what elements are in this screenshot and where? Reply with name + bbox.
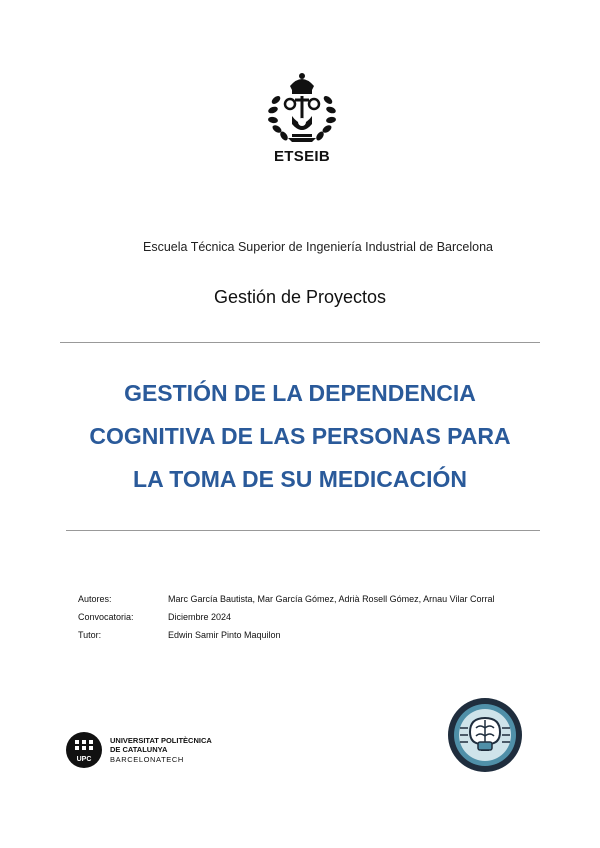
upc-logo <box>66 732 212 768</box>
title-line: GESTIÓN DE LA DEPENDENCIA <box>124 380 476 406</box>
document-title <box>50 372 550 501</box>
upc-line-3: BARCELONATECH <box>110 754 184 764</box>
course-name: Gestión de Proyectos <box>213 287 387 307</box>
upc-badge-text: UPC <box>76 756 92 763</box>
metadata-table <box>78 590 494 644</box>
upc-line-1: UNIVERSITAT POLITÈCNICA <box>110 735 212 745</box>
authors-label: Autores: <box>78 594 112 604</box>
upc-line-2: DE CATALUNYA <box>110 745 168 755</box>
call-value: Diciembre 2024 <box>168 612 232 622</box>
authors-value: Marc García Bautista, Mar García Gómez, Adrià Rosell Gómez, Arnau Vilar Corral <box>168 594 495 604</box>
upc-wordmark <box>110 736 212 765</box>
tutor-label: Tutor: <box>78 630 102 640</box>
authors-row <box>78 590 494 608</box>
call-label: Convocatoria: <box>78 612 134 622</box>
divider-top <box>60 342 540 343</box>
school-name: Escuela Técnica Superior de Ingeniería Industrial de Barcelona <box>143 240 493 254</box>
brain-circuit-seal-icon <box>448 698 522 772</box>
upc-badge-icon <box>66 732 102 768</box>
tutor-row <box>78 626 494 644</box>
logo-text: ETSEIB <box>274 148 330 165</box>
divider-bottom <box>66 530 540 531</box>
call-row <box>78 608 494 626</box>
etseib-emblem-icon <box>262 72 342 148</box>
title-line: LA TOMA DE SU MEDICACIÓN <box>133 466 467 492</box>
tutor-value: Edwin Samir Pinto Maquilon <box>168 630 281 640</box>
title-line: COGNITIVA DE LAS PERSONAS PARA <box>89 423 511 449</box>
etseib-logo <box>262 72 342 168</box>
team-seal <box>448 698 522 772</box>
